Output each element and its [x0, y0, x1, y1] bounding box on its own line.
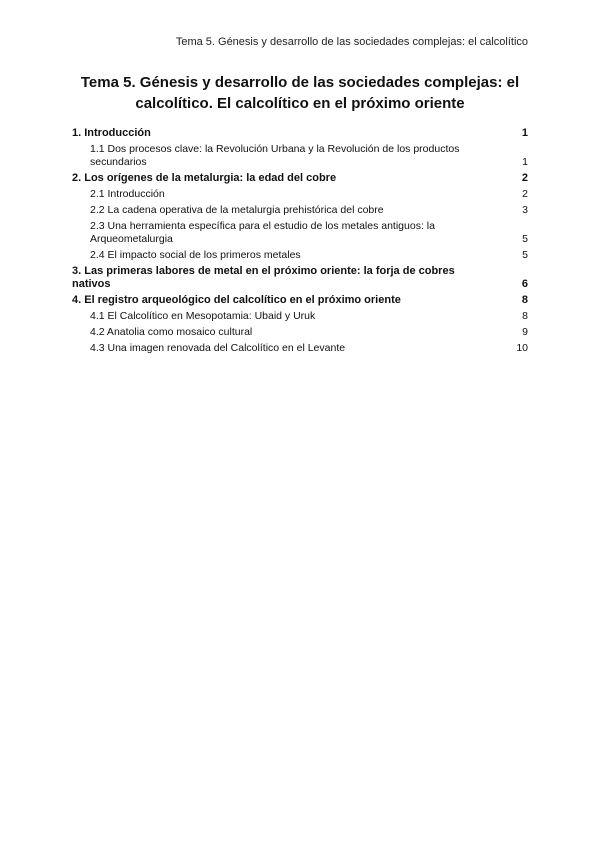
toc-entry[interactable] — [72, 294, 528, 307]
toc-entry-text: 2.1 Introducción — [90, 188, 165, 200]
toc-entry[interactable] — [72, 172, 528, 185]
toc-entry-page: 1 — [521, 127, 528, 139]
toc-entry-text: 1.1 Dos procesos clave: la Revolución Urbana y la Revolución de los productos secundarios — [90, 143, 460, 168]
toc-entry-text: 1. Introducción — [72, 127, 151, 139]
toc-entry-text: 4.2 Anatolia como mosaico cultural — [90, 326, 253, 338]
toc-entry-page: 2 — [522, 188, 528, 200]
toc-entry[interactable] — [72, 188, 528, 201]
toc-entry-text: 2.4 El impacto social de los primeros metales — [90, 249, 301, 261]
running-header: Tema 5. Génesis y desarrollo de las sociedades complejas: el calcolítico — [175, 36, 528, 48]
toc-entry[interactable] — [72, 143, 528, 169]
toc-entry-page: 6 — [521, 278, 528, 290]
toc-entry-page: 8 — [522, 310, 528, 322]
toc-entry-page: 9 — [522, 326, 528, 338]
toc-entry-text: 3. Las primeras labores de metal en el próximo oriente: la forja de cobres nativos — [72, 265, 455, 290]
toc-entry-text: 4. El registro arqueológico del calcolítico en el próximo oriente — [72, 294, 401, 306]
toc-entry[interactable] — [72, 342, 528, 355]
toc-entry-text: 4.3 Una imagen renovada del Calcolítico en el Levante — [90, 342, 346, 354]
toc-entry[interactable] — [72, 326, 528, 339]
toc-entry-page: 3 — [522, 204, 528, 216]
toc-entry[interactable] — [72, 127, 528, 140]
title-line-2: calcolítico. El calcolítico en el próximo oriente — [135, 95, 465, 112]
toc-entry[interactable] — [72, 220, 528, 246]
toc-entry[interactable] — [72, 249, 528, 262]
toc-entry-page: 5 — [522, 249, 528, 261]
title-line-1: Tema 5. Génesis y desarrollo de las sociedades complejas: el — [80, 74, 520, 91]
table-of-contents — [72, 127, 528, 358]
toc-entry[interactable] — [72, 204, 528, 217]
toc-entry-text: 2.2 La cadena operativa de la metalurgia prehistórica del cobre — [90, 204, 384, 216]
toc-entry-page: 1 — [522, 156, 528, 168]
toc-entry-page: 8 — [521, 294, 528, 306]
document-title — [72, 72, 528, 114]
toc-entry-page: 5 — [522, 233, 528, 245]
toc-entry-text: 2. Los orígenes de la metalurgia: la edad del cobre — [72, 172, 337, 184]
toc-entry-page: 10 — [516, 342, 528, 354]
toc-entry[interactable] — [72, 310, 528, 323]
toc-entry-text: 2.3 Una herramienta específica para el estudio de los metales antiguos: la Arqueometalurgia — [90, 220, 435, 245]
toc-entry-page: 2 — [521, 172, 528, 184]
toc-entry[interactable] — [72, 265, 528, 291]
toc-entry-text: 4.1 El Calcolítico en Mesopotamia: Ubaid y Uruk — [90, 310, 316, 322]
